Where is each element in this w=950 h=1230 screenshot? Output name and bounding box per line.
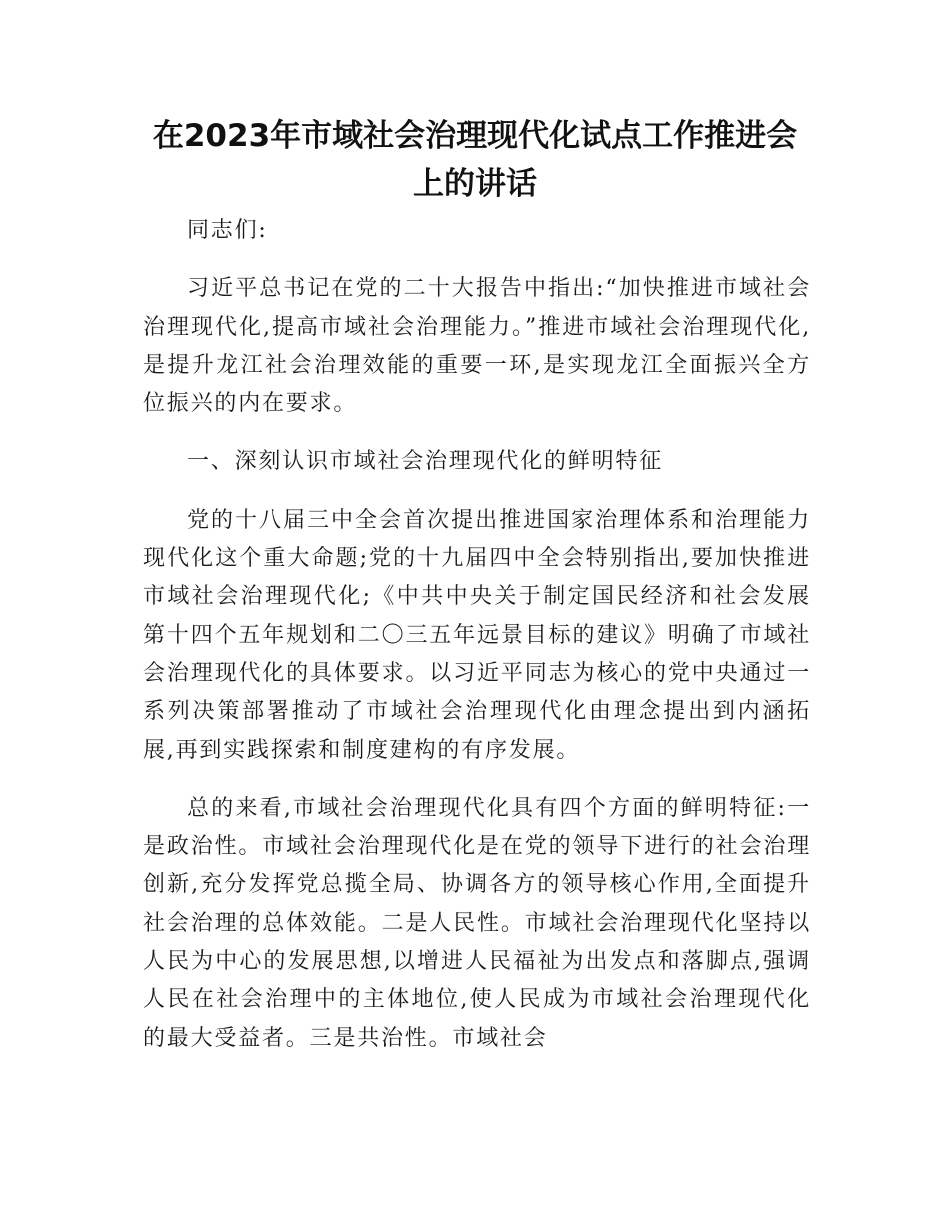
greeting: 同志们: — [187, 218, 268, 243]
document-title: 在2023年市域社会治理现代化试点工作推进会上的讲话 — [152, 118, 798, 202]
paragraph-features: 总的来看,市域社会治理现代化具有四个方面的鲜明特征:一是政治性。市域社会治理现代化是在党的领导下进行的社会治理创新,充分发挥党总揽全局、协调各方的领导核心作用,全面提升社会治理的总体效能。二是人民性。市域社会治理现代化坚持以人民为中心的发展思想,以增进人民福祉为出发点和落脚点,强调人民在社会治理中的主体地位,使人民成为市域社会治理现代化的最大受益者。三是共治性。市域社会 — [143, 795, 811, 1051]
paragraph-background: 党的十八届三中全会首次提出推进国家治理体系和治理能力现代化这个重大命题;党的十九届四中全会特别指出,要加快推进市域社会治理现代化;《中共中央关于制定国民经济和社会发展第十四个五年规划和二〇三五年远景目标的建议》明确了市域社会治理现代化的具体要求。以习近平同志为核心的党中央通过一系列决策部署推动了市域社会治理现代化由理念提出到内涵拓展,再到实践探索和制度建构的有序发展。 — [143, 507, 811, 763]
document-body — [143, 212, 811, 1078]
paragraph-intro: 习近平总书记在党的二十大报告中指出:“加快推进市域社会治理现代化,提高市域社会治理能力。”推进市域社会治理现代化,是提升龙江社会治理效能的重要一环,是实现龙江全面振兴全方位振兴的内在要求。 — [143, 276, 811, 417]
section-heading: 一、深刻认识市域社会治理现代化的鲜明特征 — [187, 449, 664, 475]
